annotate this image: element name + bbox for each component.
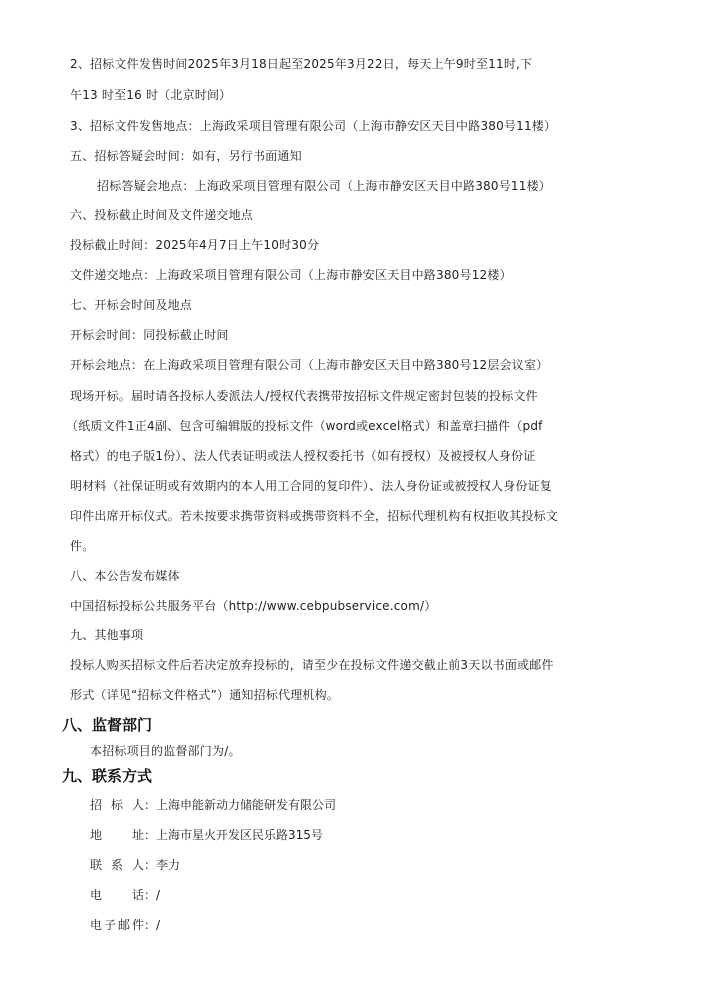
media-link-text: 中国招标投标公共服务平台（http://www.cebpubservice.com/） — [70, 599, 437, 613]
text-line: （纸质文件1正4副、包含可编辑版的投标文件（word或excel格式）和盖章扫描件（pdf — [66, 419, 543, 433]
contact-row-email: 电子邮件：/ — [90, 918, 161, 932]
contact-label: 地 址 — [90, 828, 144, 842]
text-line: 开标会地点：在上海政采项目管理有限公司（上海市静安区天目中路380号12层会议室） — [70, 358, 549, 372]
contact-value: 李力 — [156, 858, 181, 872]
contact-label: 联 系 人 — [90, 858, 144, 872]
contact-row-person: 联 系 人：李力 — [90, 858, 181, 872]
contact-label: 招 标 人 — [90, 798, 144, 812]
contact-label: 电子邮件 — [90, 918, 144, 932]
section-heading-qa-time: 五、招标答疑会时间：如有，另行书面通知 — [70, 149, 302, 163]
contact-row-address: 地 址：上海市星火开发区民乐路315号 — [90, 828, 323, 842]
section-heading-media: 八、本公告发布媒体 — [70, 569, 180, 583]
text-line: 明材料（社保证明或有效期内的本人用工合同的复印件）、法人身份证或被授权人身份证复 — [70, 479, 553, 493]
contact-heading: 九、联系方式 — [62, 767, 153, 785]
text-line: 现场开标。届时请各投标人委派法人/授权代表携带按招标文件规定密封包装的投标文件 — [70, 389, 538, 403]
text-line: 文件递交地点：上海政采项目管理有限公司（上海市静安区天目中路380号12楼） — [70, 268, 512, 282]
contact-row-tenderer: 招 标 人：上海申能新动力储能研发有限公司 — [90, 798, 337, 812]
text-line: 招标答疑会地点：上海政采项目管理有限公司（上海市静安区天目中路380号11楼） — [97, 179, 551, 193]
contact-label: 电 话 — [90, 888, 144, 902]
contact-row-phone: 电 话：/ — [90, 888, 161, 902]
text-line: 形式（详见“招标文件格式”）通知招标代理机构。 — [70, 688, 340, 702]
supervision-text: 本招标项目的监督部门为/。 — [90, 744, 241, 758]
text-line: 投标人购买招标文件后若决定放弃投标的，请至少在投标文件递交截止前3天以书面或邮件 — [70, 658, 554, 672]
section-heading-other: 九、其他事项 — [70, 628, 144, 642]
text-line: 3、招标文件发售地点：上海政采项目管理有限公司（上海市静安区天目中路380号11楼） — [70, 119, 557, 133]
text-line: 印件出席开标仪式。若未按要求携带资料或携带资料不全，招标代理机构有权拒收其投标文 — [70, 509, 559, 523]
text-line: 格式）的电子版1份）、法人代表证明或法人授权委托书（如有授权）及被授权人身份证 — [70, 449, 536, 463]
supervision-heading: 八、监督部门 — [62, 716, 153, 734]
text-line: 2、招标文件发售时间2025年3月18日起至2025年3月22日，每天上午9时至11时,下 — [70, 57, 533, 71]
text-line: 投标截止时间：2025年4月7日上午10时30分 — [70, 238, 320, 252]
text-line: 开标会时间：同投标截止时间 — [70, 328, 229, 342]
contact-value: 上海市星火开发区民乐路315号 — [156, 828, 323, 842]
text-line: 午13 时至16 时（北京时间） — [70, 88, 232, 102]
contact-value: / — [156, 918, 161, 932]
section-heading-opening: 七、开标会时间及地点 — [70, 298, 193, 312]
contact-value: 上海申能新动力储能研发有限公司 — [156, 798, 337, 812]
section-heading-deadline: 六、投标截止时间及文件递交地点 — [70, 208, 254, 222]
contact-value: / — [156, 888, 161, 902]
text-line: 件。 — [70, 539, 95, 553]
